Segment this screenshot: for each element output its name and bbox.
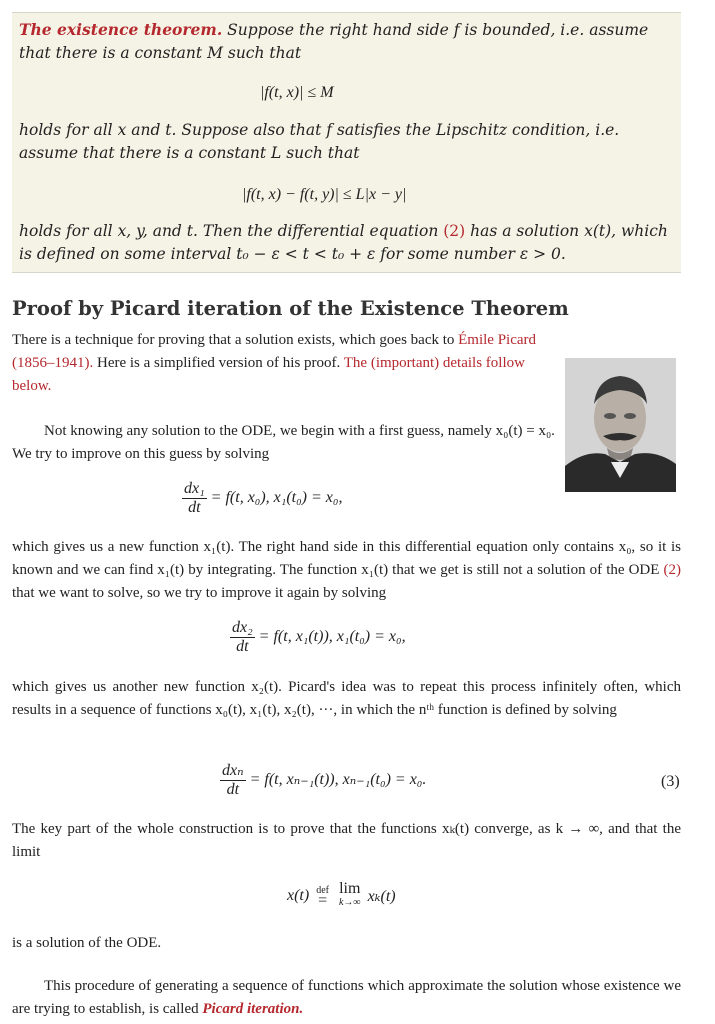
picard-second-step-equation: $\frac{\text{dx₂}}{dt}$ = f(t, x₁(t)), x₁(t₀) = x₀,	[232, 619, 406, 655]
convergence-paragraph: The key part of the whole construction is to prove that the functions xₖ(t) converge, as k → ∞, and that the limit	[12, 821, 681, 860]
section-heading: Proof by Picard iteration of the Existence Theorem	[12, 297, 569, 320]
solution-paragraph: is a solution of the ODE.	[12, 935, 162, 951]
theorem-intro: The existence theorem. Suppose the right hand side f is bounded, i.e. assume that there is a constant M such that	[19, 20, 649, 62]
theorem-lipschitz-text: holds for all x and t. Suppose also that f satisfies the Lipschitz condition, i.e. assume that there is a constant L such that	[19, 121, 620, 162]
limit-definition-equation: x(t) def = lim k→∞ xₖ(t)	[287, 880, 396, 909]
first-guess-paragraph: Not knowing any solution to the ODE, we begin with a first guess, namely x₀(t) = x₀. We try to improve on this guess by solving	[12, 423, 555, 462]
equation-ref-link-2[interactable]: (2)	[663, 562, 681, 578]
equation-number: (3)	[661, 773, 680, 790]
picard-first-step-equation: $\frac{\text{dx₁}}{dt}$ = f(t, x₀), x₁(t₀) = x₀,	[184, 480, 343, 516]
intro-paragraph: There is a technique for proving that a solution exists, which goes back to Émile Picard (1856–1941). Here is a simplified version of his proof. The (important) details follow below.	[12, 332, 537, 394]
theorem-box	[12, 12, 681, 273]
bound-equation: |f(t, x)| ≤ M	[260, 84, 334, 101]
details-link[interactable]: The (important) details follow below.	[12, 355, 525, 394]
picard-iteration-term: Picard iteration.	[202, 1001, 304, 1017]
picard-iteration-paragraph: This procedure of generating a sequence of functions which approximate the solution whose existence we are trying to establish, is called Picard iteration.	[12, 978, 681, 1017]
theorem-title: The existence theorem.	[19, 20, 223, 39]
picard-portrait	[565, 358, 676, 492]
sequence-paragraph: which gives us another new function x₂(t). Picard's idea was to repeat this process infinitely often, which results in a sequence of functions x₀(t), x₁(t), x₂(t), ···, in which the nᵗʰ function is defined by solving	[12, 679, 681, 718]
first-function-paragraph: which gives us a new function x₁(t). The right hand side in this differential equation only contains x₀, so it is known and we can find x₁(t) by integrating. The function x₁(t) that we get is still not a solution of the ODE (2) that we want to solve, so we try to improve it again by solving	[12, 539, 681, 601]
equation-ref-link[interactable]: (2)	[443, 222, 466, 240]
lipschitz-equation: |f(t, x) − f(t, y)| ≤ L|x − y|	[242, 186, 407, 203]
picard-nth-step-equation: $\frac{\text{dxₙ}}{dt}$ = f(t, xₙ₋₁(t)), xₙ₋₁(t₀) = x₀.	[222, 762, 427, 798]
picard-link[interactable]: Émile Picard (1856–1941).	[12, 332, 537, 371]
theorem-conclusion: holds for all x, y, and t. Then the differential equation (2) has a solution x(t), which is defined on some interval t₀ − ε < t < t₀ + ε for some number ε > 0.	[19, 222, 668, 263]
